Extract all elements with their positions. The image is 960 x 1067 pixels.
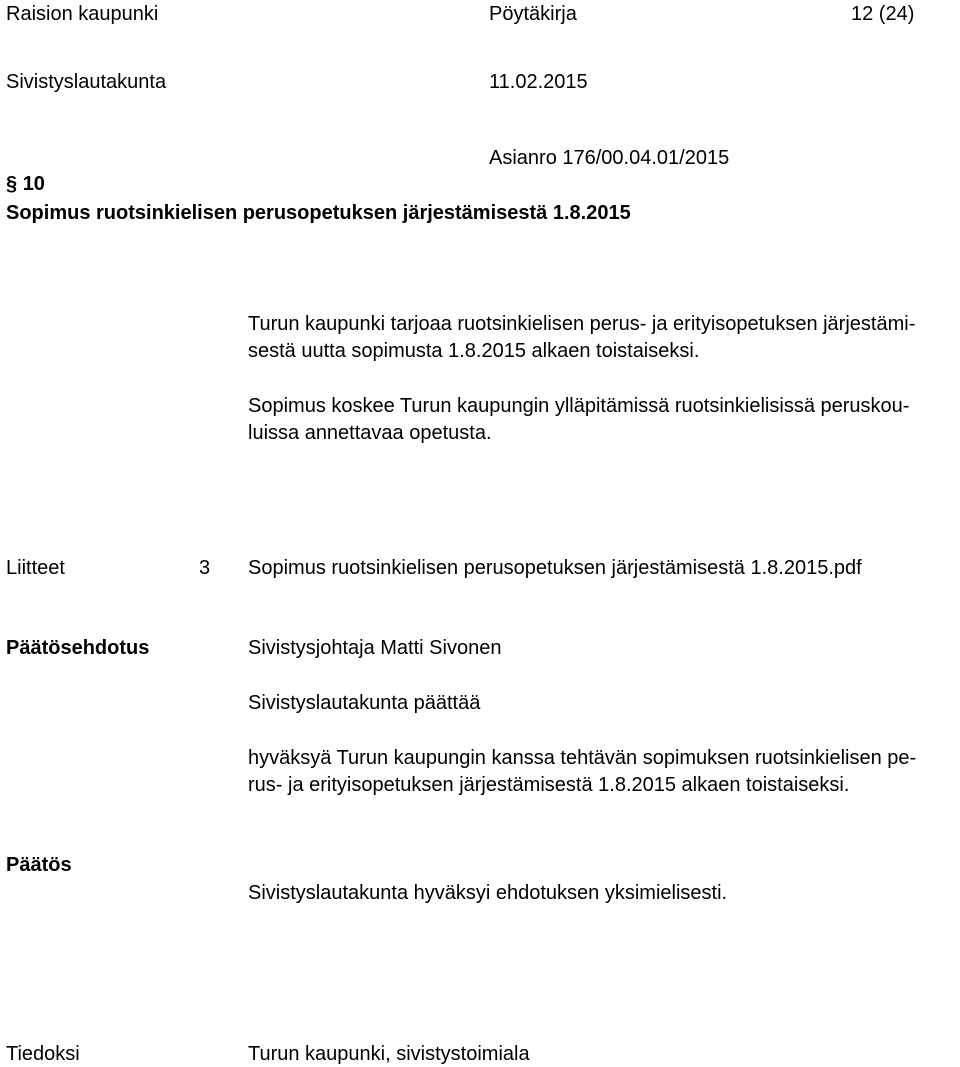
info-label: Tiedoksi	[6, 1043, 80, 1065]
paragraph-line: rus- ja erityisopetuksen järjestämisestä 1.8.2015 alkaen toistaiseksi.	[248, 774, 850, 796]
paragraph-line: Sopimus koskee Turun kaupungin ylläpitämissä ruotsinkielisissä peruskou-	[248, 395, 910, 417]
meeting-date: 11.02.2015	[489, 71, 588, 93]
paragraph-scope	[248, 393, 948, 447]
section-symbol: §	[6, 173, 18, 195]
paragraph-line: sestä uutta sopimusta 1.8.2015 alkaen toistaiseksi.	[248, 340, 700, 362]
organization-name: Raision kaupunki	[6, 3, 159, 25]
page-number: 12 (24)	[851, 3, 915, 25]
decides-line: Sivistyslautakunta päättää	[248, 692, 481, 714]
decision-label: Päätös	[6, 854, 72, 876]
paragraph-line: hyväksyä Turun kaupungin kanssa tehtävän sopimuksen ruotsinkielisen pe-	[248, 747, 917, 769]
section-number: 10	[22, 173, 45, 195]
section-heading	[6, 172, 45, 196]
paragraph-line: Turun kaupunki tarjoaa ruotsinkielisen perus- ja erityisopetuksen järjestämi-	[248, 313, 916, 335]
board-name: Sivistyslautakunta	[6, 71, 167, 93]
attachments-label: Liitteet	[6, 557, 65, 579]
paragraph-line: luissa annettavaa opetusta.	[248, 422, 492, 444]
attachment-number: 3	[199, 557, 211, 579]
proposal-label: Päätösehdotus	[6, 637, 150, 659]
attachment-file: Sopimus ruotsinkielisen perusopetuksen järjestämisestä 1.8.2015.pdf	[248, 557, 862, 579]
decision-text: Sivistyslautakunta hyväksyi ehdotuksen yksimielisesti.	[248, 882, 728, 904]
proposer: Sivistysjohtaja Matti Sivonen	[248, 637, 502, 659]
document-type: Pöytäkirja	[489, 3, 577, 25]
paragraph-offer	[248, 311, 948, 365]
case-number: Asianro 176/00.04.01/2015	[489, 147, 730, 169]
info-recipients: Turun kaupunki, sivistystoimiala	[248, 1043, 530, 1065]
proposal-text	[248, 745, 948, 799]
case-title: Sopimus ruotsinkielisen perusopetuksen järjestämisestä 1.8.2015	[6, 202, 631, 224]
